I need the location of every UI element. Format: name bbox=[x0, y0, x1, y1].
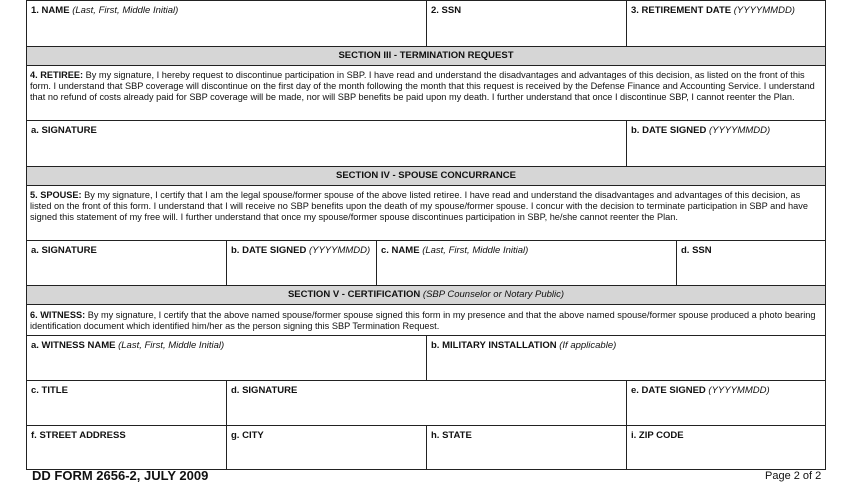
witness-statement bbox=[30, 310, 822, 332]
zip-code-field[interactable] bbox=[626, 425, 826, 470]
ssn-label: 2. SSN bbox=[431, 5, 462, 16]
section-5-title: SECTION V - CERTIFICATION bbox=[287, 289, 421, 300]
retiree-text: By my signature, I hereby request to discontinue participation in SBP. I have read and understand the disadvantages and advantages of this decision, as listed on the front of this form. I understand that SBP coverage will discontinue on the first day of the month following the month that this request is received by the Defense Finance and Accounting Service. I understand that no refund of costs already paid for SBP coverage will be made, nor will SBP benefits be paid upon my death. I further understand that once I discontinue SBP, I cannot reenter the Plan. bbox=[30, 70, 815, 102]
witness-date-signed-field[interactable] bbox=[626, 380, 826, 425]
state-label: h. STATE bbox=[431, 430, 472, 441]
retirement-date-hint: (YYYYMMDD) bbox=[733, 5, 795, 16]
city-label: g. CITY bbox=[231, 430, 264, 441]
retirement-date-label: 3. RETIREMENT DATE bbox=[631, 5, 732, 16]
retiree-lead: 4. RETIREE: bbox=[30, 70, 84, 80]
zip-code-label: i. ZIP CODE bbox=[631, 430, 684, 441]
witness-signature-field[interactable] bbox=[226, 380, 626, 425]
spouse-text: By my signature, I certify that I am the legal spouse/former spouse of the above listed retiree. I have read and understand the disadvantages and advantages of this decision, as listed on the front of this form. I understand that I will receive no SBP benefits upon the death of my spouse/former spouse. I concur with the decision to terminate participation in SBP and have signed this statement of my free will. I further understand that once my spouse/former spouse discontinues participation in SBP, he/she cannot reenter the Plan. bbox=[30, 190, 808, 222]
spouse-date-signed-field[interactable] bbox=[226, 240, 376, 285]
witness-name-hint: (Last, First, Middle Initial) bbox=[118, 340, 225, 351]
spouse-name-hint: (Last, First, Middle Initial) bbox=[422, 245, 529, 256]
spouse-lead: 5. SPOUSE: bbox=[30, 190, 82, 200]
witness-name-label: a. WITNESS NAME bbox=[31, 340, 116, 351]
witness-name-field[interactable] bbox=[26, 335, 426, 380]
retiree-signature-field[interactable] bbox=[26, 120, 626, 166]
state-field[interactable] bbox=[426, 425, 626, 470]
witness-date-signed-label: e. DATE SIGNED bbox=[631, 385, 706, 396]
name-field[interactable] bbox=[26, 0, 426, 46]
retiree-date-signed-label: b. DATE SIGNED bbox=[631, 125, 707, 136]
spouse-date-signed-label: b. DATE SIGNED bbox=[231, 245, 307, 256]
section-3-title: SECTION III - TERMINATION REQUEST bbox=[338, 50, 514, 61]
section-4-header bbox=[26, 166, 826, 186]
military-installation-label: b. MILITARY INSTALLATION bbox=[431, 340, 557, 351]
street-address-label: f. STREET ADDRESS bbox=[31, 430, 126, 441]
witness-lead: 6. WITNESS: bbox=[30, 310, 86, 320]
section-5-hint: SBP Counselor or Notary Public) bbox=[426, 289, 565, 300]
spouse-name-label: c. NAME bbox=[381, 245, 420, 256]
form-id: DD FORM 2656-2, JULY 2009 bbox=[32, 468, 209, 483]
retirement-date-field[interactable] bbox=[626, 0, 826, 46]
section-5-header: SECTION V - CERTIFICATION (SBP Counselor or Notary Public) bbox=[26, 285, 826, 305]
retiree-signature-label: a. SIGNATURE bbox=[31, 125, 97, 136]
witness-signature-label: d. SIGNATURE bbox=[231, 385, 298, 396]
section-3-header bbox=[26, 46, 826, 66]
witness-date-signed-hint: (YYYYMMDD) bbox=[708, 385, 770, 396]
military-installation-field[interactable] bbox=[426, 335, 826, 380]
witness-text: By my signature, I certify that the above named spouse/former spouse signed this form in my presence and that the above named spouse/former spouse produced a photo bearing identification document which identified him/her as the person signing this SBP Termination Request. bbox=[30, 310, 816, 331]
sbp-termination-form bbox=[26, 0, 826, 470]
spouse-ssn-label: d. SSN bbox=[681, 245, 712, 256]
witness-title-label: c. TITLE bbox=[31, 385, 68, 396]
city-field[interactable] bbox=[226, 425, 426, 470]
name-label: 1. NAME bbox=[31, 5, 70, 16]
spouse-date-signed-hint: (YYYYMMDD) bbox=[308, 245, 371, 256]
spouse-signature-label: a. SIGNATURE bbox=[31, 245, 97, 256]
ssn-field[interactable] bbox=[426, 0, 626, 46]
spouse-name-field[interactable] bbox=[376, 240, 676, 285]
retiree-statement bbox=[30, 70, 822, 102]
witness-title-field[interactable] bbox=[26, 380, 226, 425]
retiree-date-signed-hint: (YYYYMMDD) bbox=[708, 125, 771, 136]
retiree-date-signed-field[interactable] bbox=[626, 120, 826, 166]
name-hint: (Last, First, Middle Initial) bbox=[72, 5, 179, 16]
spouse-signature-field[interactable] bbox=[26, 240, 226, 285]
street-address-field[interactable] bbox=[26, 425, 226, 470]
spouse-ssn-field[interactable] bbox=[676, 240, 826, 285]
section-4-title: SECTION IV - SPOUSE CONCURRANCE bbox=[336, 170, 516, 181]
military-installation-hint: (If applicable) bbox=[559, 340, 617, 351]
spouse-statement bbox=[30, 190, 822, 222]
page-number: Page 2 of 2 bbox=[765, 470, 822, 482]
